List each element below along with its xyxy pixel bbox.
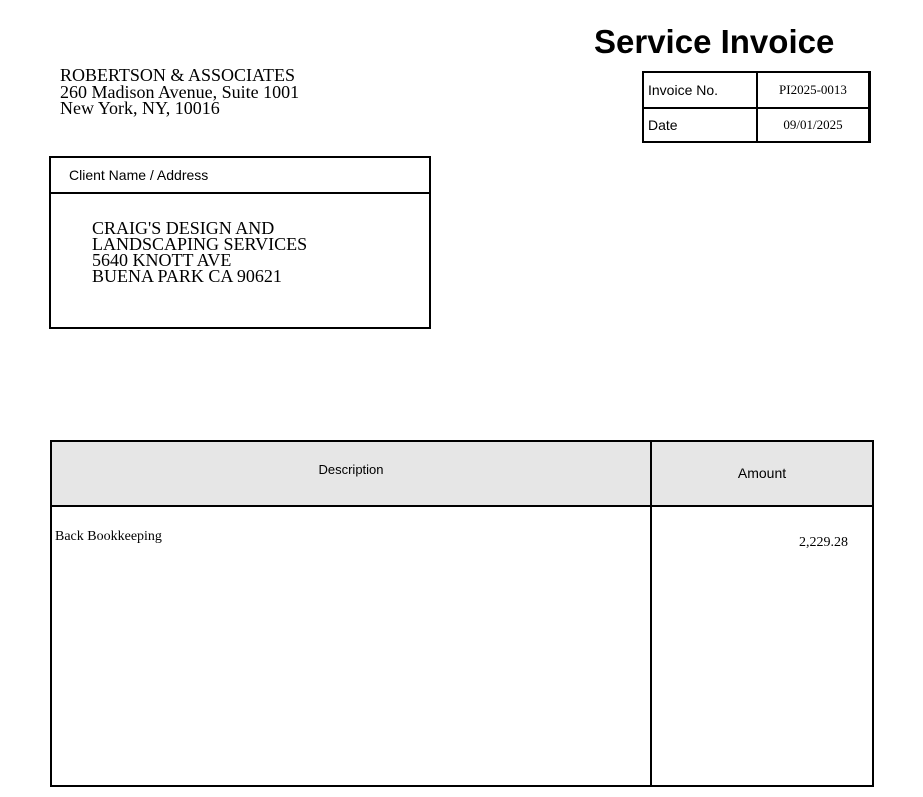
column-header-description: Description [318, 462, 384, 477]
invoice-date-row [644, 109, 868, 141]
line-item-description: Back Bookkeeping [55, 529, 162, 544]
invoice-number-label: Invoice No. [648, 82, 719, 98]
company-address-line1: 260 Madison Avenue, Suite 1001 [60, 81, 300, 102]
invoice-meta-box [642, 71, 871, 143]
client-address-line: BUENA PARK CA 90621 [92, 266, 282, 286]
column-header-amount: Amount [737, 465, 787, 481]
invoice-number-value: PI2025-0013 [779, 82, 847, 97]
line-item-amount: 2,229.28 [799, 535, 848, 550]
table-header [52, 442, 872, 507]
invoice-date-value: 09/01/2025 [783, 117, 843, 132]
company-name: ROBERTSON & ASSOCIATES [60, 65, 295, 85]
client-header [51, 158, 429, 194]
invoice-date-label: Date [648, 117, 678, 133]
column-divider [650, 442, 652, 785]
company-address-line2: New York, NY, 10016 [60, 98, 220, 118]
line-items-table [50, 440, 874, 787]
client-address [92, 220, 307, 284]
client-box [49, 156, 431, 329]
client-address-line: CRAIG'S DESIGN AND [92, 218, 275, 238]
invoice-title: Service Invoice [594, 23, 835, 60]
client-header-label: Client Name / Address [69, 167, 209, 183]
invoice-number-row [644, 73, 868, 109]
client-address-line: LANDSCAPING SERVICES [92, 234, 308, 254]
company-info [60, 67, 299, 117]
client-address-line: 5640 KNOTT AVE [92, 250, 232, 270]
